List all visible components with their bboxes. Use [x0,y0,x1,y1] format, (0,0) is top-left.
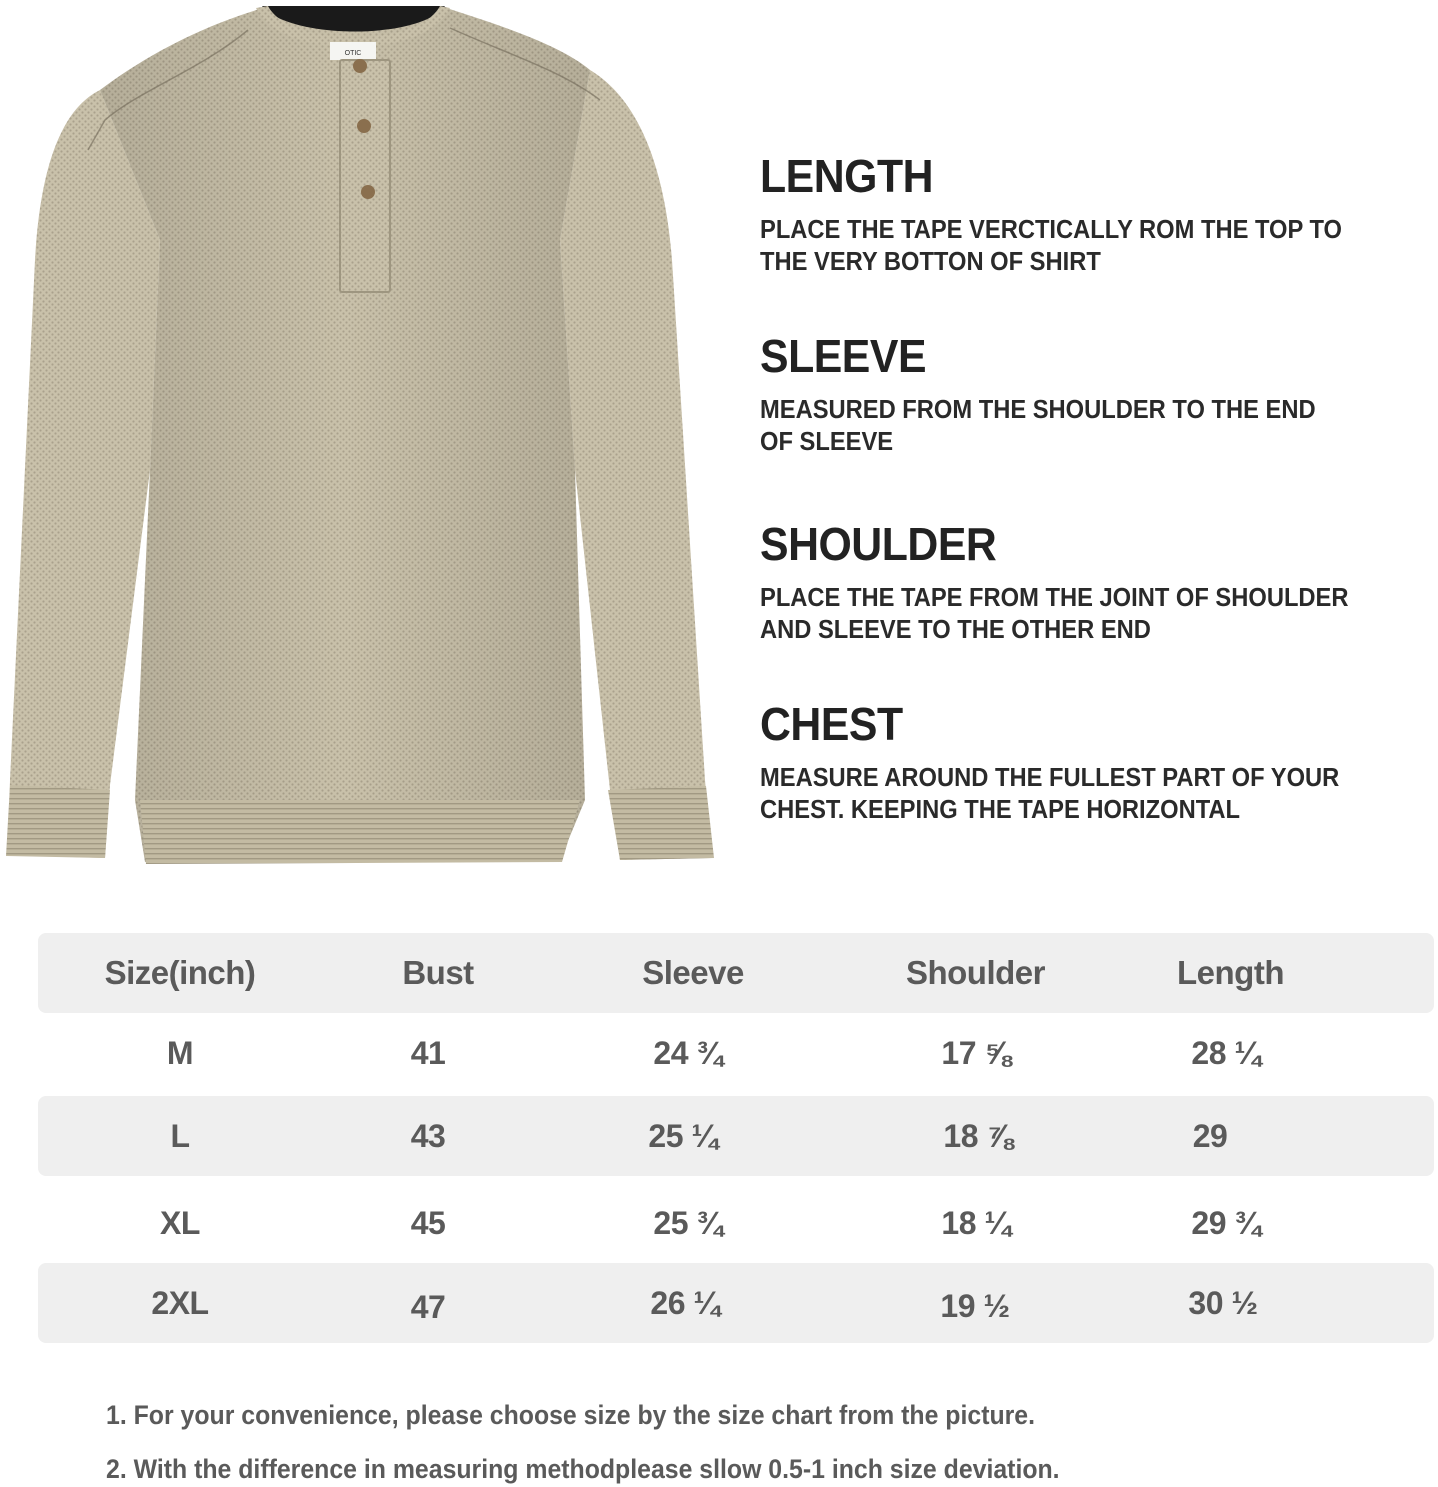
guide-title: SHOULDER [760,518,997,570]
cell-bust: 47 [410,1289,446,1325]
cell-shoulder: 18 ¼ [941,1205,1011,1241]
cell-size: L [170,1118,190,1154]
guide-line: MEASURED FROM THE SHOULDER TO THE END [760,396,1316,424]
cell-bust: 41 [410,1035,446,1071]
cell-shoulder: 17 ⅝ [941,1035,1011,1071]
cell-bust: 45 [410,1205,446,1241]
cell-sleeve: 25 ¼ [648,1118,718,1154]
guide-sleeve [760,330,1430,458]
guide-line: PLACE THE TAPE FROM THE JOINT OF SHOULDER [760,584,1349,612]
size-notes [106,1396,1356,1487]
guide-line: CHEST. KEEPING THE TAPE HORIZONTAL [760,796,1241,824]
cell-bust: 43 [410,1118,446,1154]
cell-size: M [166,1035,194,1071]
guide-shoulder [760,518,1430,646]
left-sleeve [6,90,160,858]
guide-line: PLACE THE TAPE VERCTICALLY ROM THE TOP TO [760,216,1342,244]
guide-title: SLEEVE [760,330,927,382]
cell-size: XL [160,1205,200,1241]
header-bust: Bust [402,954,474,991]
guide-description [760,762,1425,826]
header-sleeve: Sleeve [642,954,744,991]
header-length: Length [1177,954,1284,991]
guide-line: AND SLEEVE TO THE OTHER END [760,616,1151,644]
header-shoulder: Shoulder [905,954,1045,991]
table-header-row [38,933,1434,1013]
button-icon [353,59,367,73]
table-row [38,1096,1434,1176]
guide-title: LENGTH [760,150,934,202]
guide-title: CHEST [760,698,903,750]
note-item: 2. With the difference in measuring methodplease sllow 0.5-1 inch size deviation. [106,1454,1060,1484]
cell-size: 2XL [151,1285,209,1321]
guide-description [760,214,1425,278]
guide-line: OF SLEEVE [760,428,894,456]
guide-description [760,582,1425,646]
guide-line: THE VERY BOTTON OF SHIRT [760,248,1101,276]
cell-sleeve: 26 ¼ [650,1285,720,1321]
button-icon [357,119,371,133]
product-image-henley-shirt [0,0,720,870]
guide-description [760,394,1425,458]
guide-chest [760,698,1430,826]
cell-length: 29 ¾ [1191,1205,1261,1241]
brand-label: OTIC [344,50,362,57]
cell-sleeve: 24 ¾ [653,1035,723,1071]
cell-sleeve: 25 ¾ [653,1205,723,1241]
cell-length: 30 ½ [1188,1285,1258,1321]
table-row [38,1013,1434,1093]
button-icon [361,185,375,199]
guide-length [760,150,1430,278]
cell-shoulder: 19 ½ [940,1288,1010,1324]
cell-length: 29 [1192,1118,1228,1154]
guide-line: MEASURE AROUND THE FULLEST PART OF YOUR [760,764,1340,792]
note-item: 1. For your convenience, please choose size by the size chart from the picture. [106,1400,1036,1430]
table-row [38,1183,1434,1263]
placket [340,59,390,292]
table-row [38,1263,1434,1343]
header-size: Size(inch) [104,954,256,991]
cell-length: 28 ¼ [1191,1035,1261,1071]
cell-shoulder: 18 ⅞ [943,1118,1013,1154]
